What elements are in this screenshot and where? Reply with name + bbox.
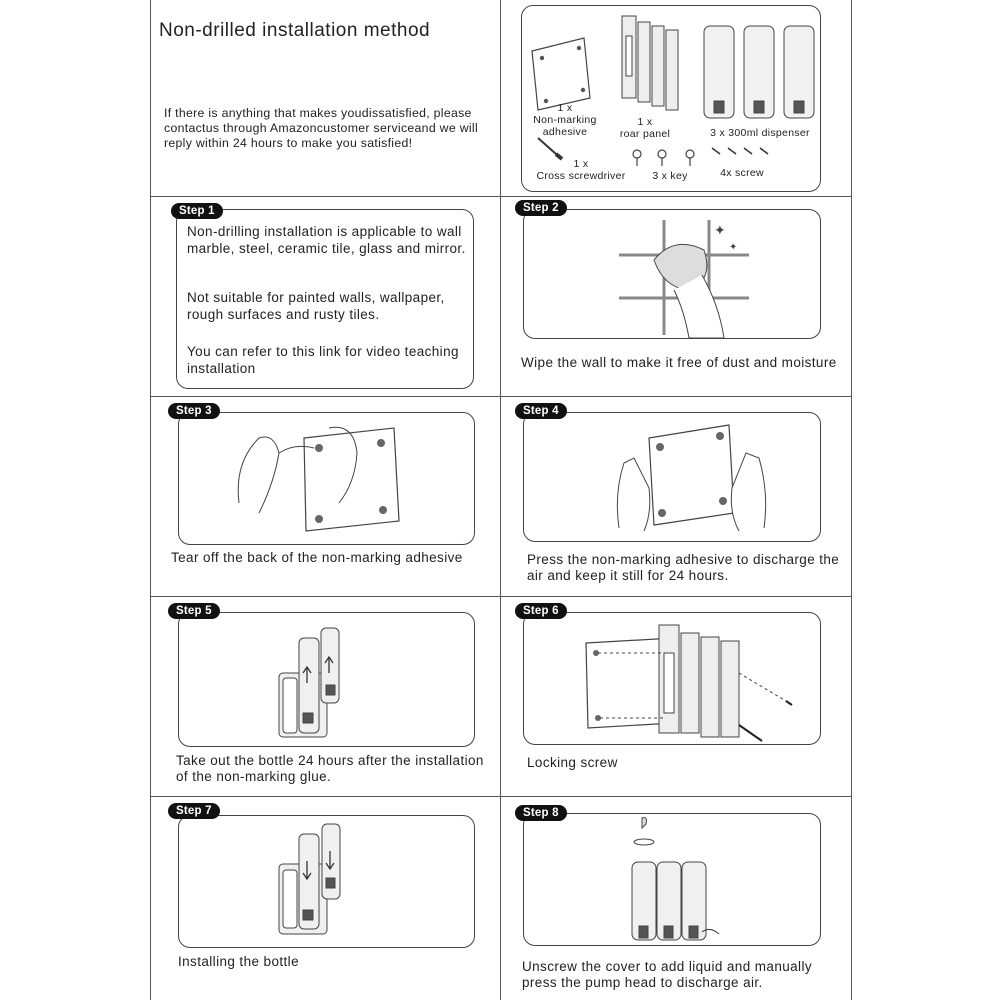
step-2-caption: Wipe the wall to make it free of dust and moisture (521, 355, 837, 370)
page-title: Non-drilled installation method (159, 20, 431, 41)
screw-icon (712, 148, 768, 154)
step-8-caption: Unscrew the cover to add liquid and manually press the pump head to discharge air. (522, 959, 812, 990)
key-label: 3 x key (652, 170, 688, 182)
header-cell (151, 0, 501, 197)
left-hand-icon (238, 437, 279, 513)
svg-text:✦: ✦ (729, 242, 738, 253)
step-2-frame (523, 209, 821, 339)
step-3-cell (151, 397, 501, 597)
parts-cell (501, 0, 851, 197)
step-4-badge: Step 4 (515, 403, 567, 419)
screwdriver-label: 1 x Cross screwdriver (536, 158, 626, 182)
instruction-sheet (150, 0, 852, 1000)
step-1-frame (176, 209, 474, 389)
step-7-cell (151, 797, 501, 1000)
step-6-caption: Locking screw (527, 755, 618, 770)
step-3-caption: Tear off the back of the non-marking adhesive (171, 550, 463, 565)
remove-bottle-illustration (179, 613, 476, 748)
dispenser-label: 3 x 300ml dispenser (710, 127, 810, 139)
right-hand-icon (731, 453, 765, 531)
cap-icon (642, 818, 647, 828)
install-bottle-illustration (179, 816, 476, 949)
step-4-cell (501, 397, 851, 597)
step-5-caption: Take out the bottle 24 hours after the installation of the non-marking glue. (176, 753, 484, 784)
step-8-cell (501, 797, 851, 1000)
step-4-frame (523, 412, 821, 542)
step-4-caption: Press the non-marking adhesive to discharge the air and keep it still for 24 hours. (527, 552, 840, 583)
step-5-cell (151, 597, 501, 797)
step-1-text-applicable: Non-drilling installation is applicable to wall marble, steel, ceramic tile, glass and mirror. (187, 224, 466, 256)
step-6-cell (501, 597, 851, 797)
svg-text:✦: ✦ (714, 222, 726, 238)
step-3-frame (178, 412, 475, 545)
adhesive-label: 1 x Non-marking adhesive (533, 102, 597, 138)
screwdriver-icon (538, 138, 562, 159)
add-liquid-illustration (524, 814, 822, 947)
step-6-frame (523, 612, 821, 745)
press-adhesive-illustration (524, 413, 822, 543)
step-6-badge: Step 6 (515, 603, 567, 619)
step-3-badge: Step 3 (168, 403, 220, 419)
step-5-frame (178, 612, 475, 747)
adhesive-sheet-icon (532, 38, 590, 110)
step-7-frame (178, 815, 475, 948)
step-1-cell (151, 197, 501, 397)
locking-screw-illustration (524, 613, 822, 746)
step-8-badge: Step 8 (515, 805, 567, 821)
wipe-wall-illustration (524, 210, 822, 340)
panel-label: 1 x roar panel (619, 116, 671, 140)
dispenser-bottles-icon (704, 26, 814, 118)
step-1-text-video: You can refer to this link for video teaching installation (187, 344, 459, 376)
parts-frame (521, 5, 821, 192)
step-5-badge: Step 5 (168, 603, 220, 619)
step-2-badge: Step 2 (515, 200, 567, 216)
step-1-text-unsuitable: Not suitable for painted walls, wallpaper, rough surfaces and rusty tiles. (187, 290, 445, 322)
step-8-frame (523, 813, 821, 946)
tear-adhesive-illustration (179, 413, 476, 546)
screw-label: 4x screw (720, 167, 764, 179)
step-7-caption: Installing the bottle (178, 954, 299, 969)
rear-panel-icon (622, 16, 678, 110)
step-2-cell (501, 197, 851, 397)
key-icon (633, 150, 694, 166)
left-hand-icon (617, 458, 649, 531)
step-7-badge: Step 7 (168, 803, 220, 819)
step-1-badge: Step 1 (171, 203, 223, 219)
service-note: If there is anything that makes youdissatisfied, please contactus through Amazoncustomer serviceand we will reply within 24 hours to make you satisfied! (164, 106, 478, 150)
